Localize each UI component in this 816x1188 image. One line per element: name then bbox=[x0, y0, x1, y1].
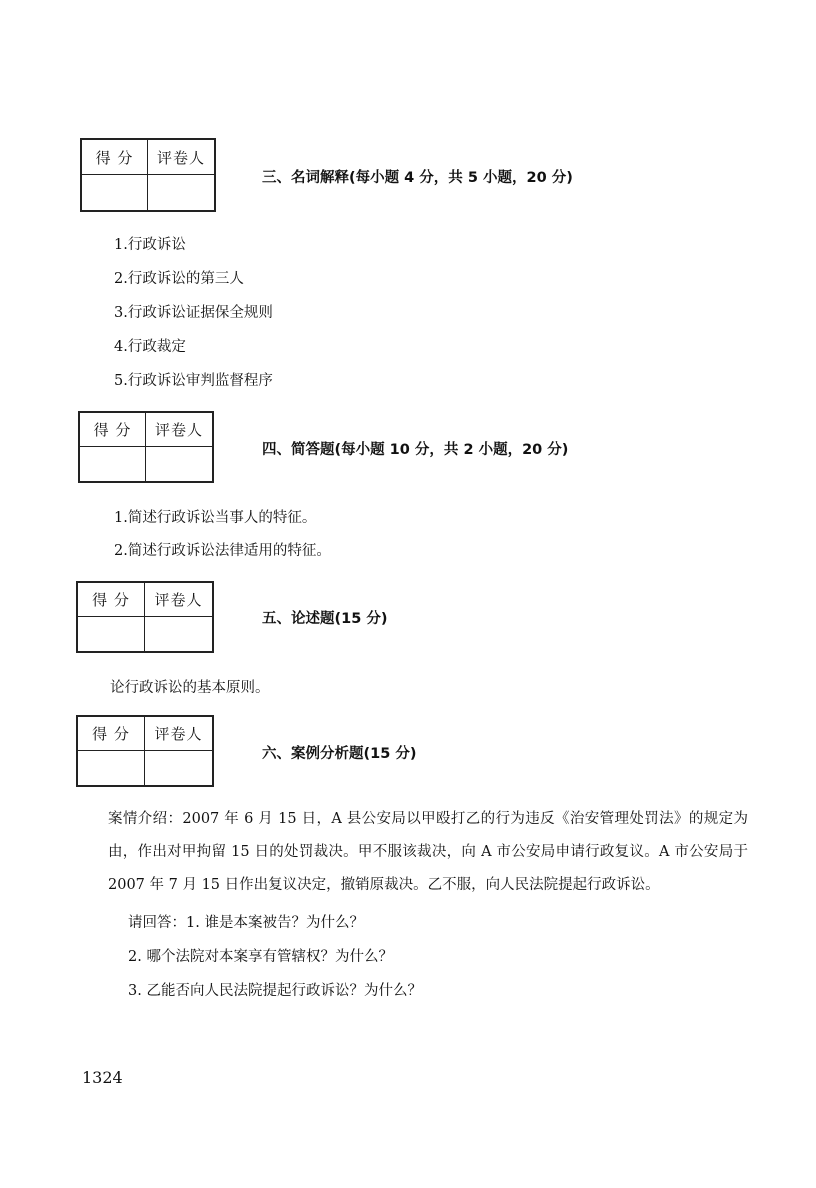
score-cell bbox=[78, 617, 145, 651]
score-label: 得 分 bbox=[78, 717, 145, 751]
score-cell bbox=[82, 175, 148, 210]
score-box bbox=[78, 411, 214, 483]
section-5-title: 五、论述题(15 分) bbox=[262, 611, 388, 627]
section-3-item-4: 4.行政裁定 bbox=[114, 339, 186, 355]
grader-cell bbox=[148, 175, 214, 210]
score-cell bbox=[78, 751, 145, 785]
grader-cell bbox=[145, 751, 212, 785]
section-3-item-2: 2.行政诉讼的第三人 bbox=[114, 271, 244, 287]
case-question-2: 2. 哪个法院对本案享有管辖权？为什么？ bbox=[128, 949, 393, 965]
page-number: 1324 bbox=[82, 1068, 123, 1087]
section-4-item-2: 2.简述行政诉讼法律适用的特征。 bbox=[114, 543, 331, 559]
score-box bbox=[80, 138, 216, 212]
section-6-title: 六、案例分析题(15 分) bbox=[262, 746, 417, 762]
score-cell bbox=[80, 447, 146, 481]
section-3-item-3: 3.行政诉讼证据保全规则 bbox=[114, 305, 273, 321]
score-box bbox=[76, 715, 214, 787]
case-question-1: 请回答：1. 谁是本案被告？为什么？ bbox=[128, 915, 364, 931]
score-box bbox=[76, 581, 214, 653]
grader-cell bbox=[146, 447, 212, 481]
grader-label: 评卷人 bbox=[148, 140, 214, 175]
score-label: 得 分 bbox=[82, 140, 148, 175]
grader-label: 评卷人 bbox=[146, 413, 212, 447]
grader-label: 评卷人 bbox=[145, 717, 212, 751]
grader-label: 评卷人 bbox=[145, 583, 212, 617]
section-4-title: 四、简答题(每小题 10 分，共 2 小题，20 分) bbox=[262, 442, 569, 458]
score-label: 得 分 bbox=[80, 413, 146, 447]
section-3-item-5: 5.行政诉讼审判监督程序 bbox=[114, 373, 273, 389]
section-5-item-1: 论行政诉讼的基本原则。 bbox=[110, 680, 270, 696]
grader-cell bbox=[145, 617, 212, 651]
section-3-title: 三、名词解释(每小题 4 分，共 5 小题，20 分) bbox=[262, 170, 573, 186]
section-3-item-1: 1.行政诉讼 bbox=[114, 237, 186, 253]
case-question-3: 3. 乙能否向人民法院提起行政诉讼？为什么？ bbox=[128, 983, 422, 999]
section-4-item-1: 1.简述行政诉讼当事人的特征。 bbox=[114, 510, 317, 526]
case-description: 案情介绍：2007 年 6 月 15 日，A 县公安局以甲殴打乙的行为违反《治安管理处罚法》的规定为由，作出对甲拘留 15 日的处罚裁决。甲不服该裁决，向 A 市公安局申请行政复议。A 市公安局于 2007 年 7 月 15 日作出复议决定，撤销原裁决。乙不服，向人民法院提起行政诉讼。 bbox=[108, 811, 748, 893]
score-label: 得 分 bbox=[78, 583, 145, 617]
